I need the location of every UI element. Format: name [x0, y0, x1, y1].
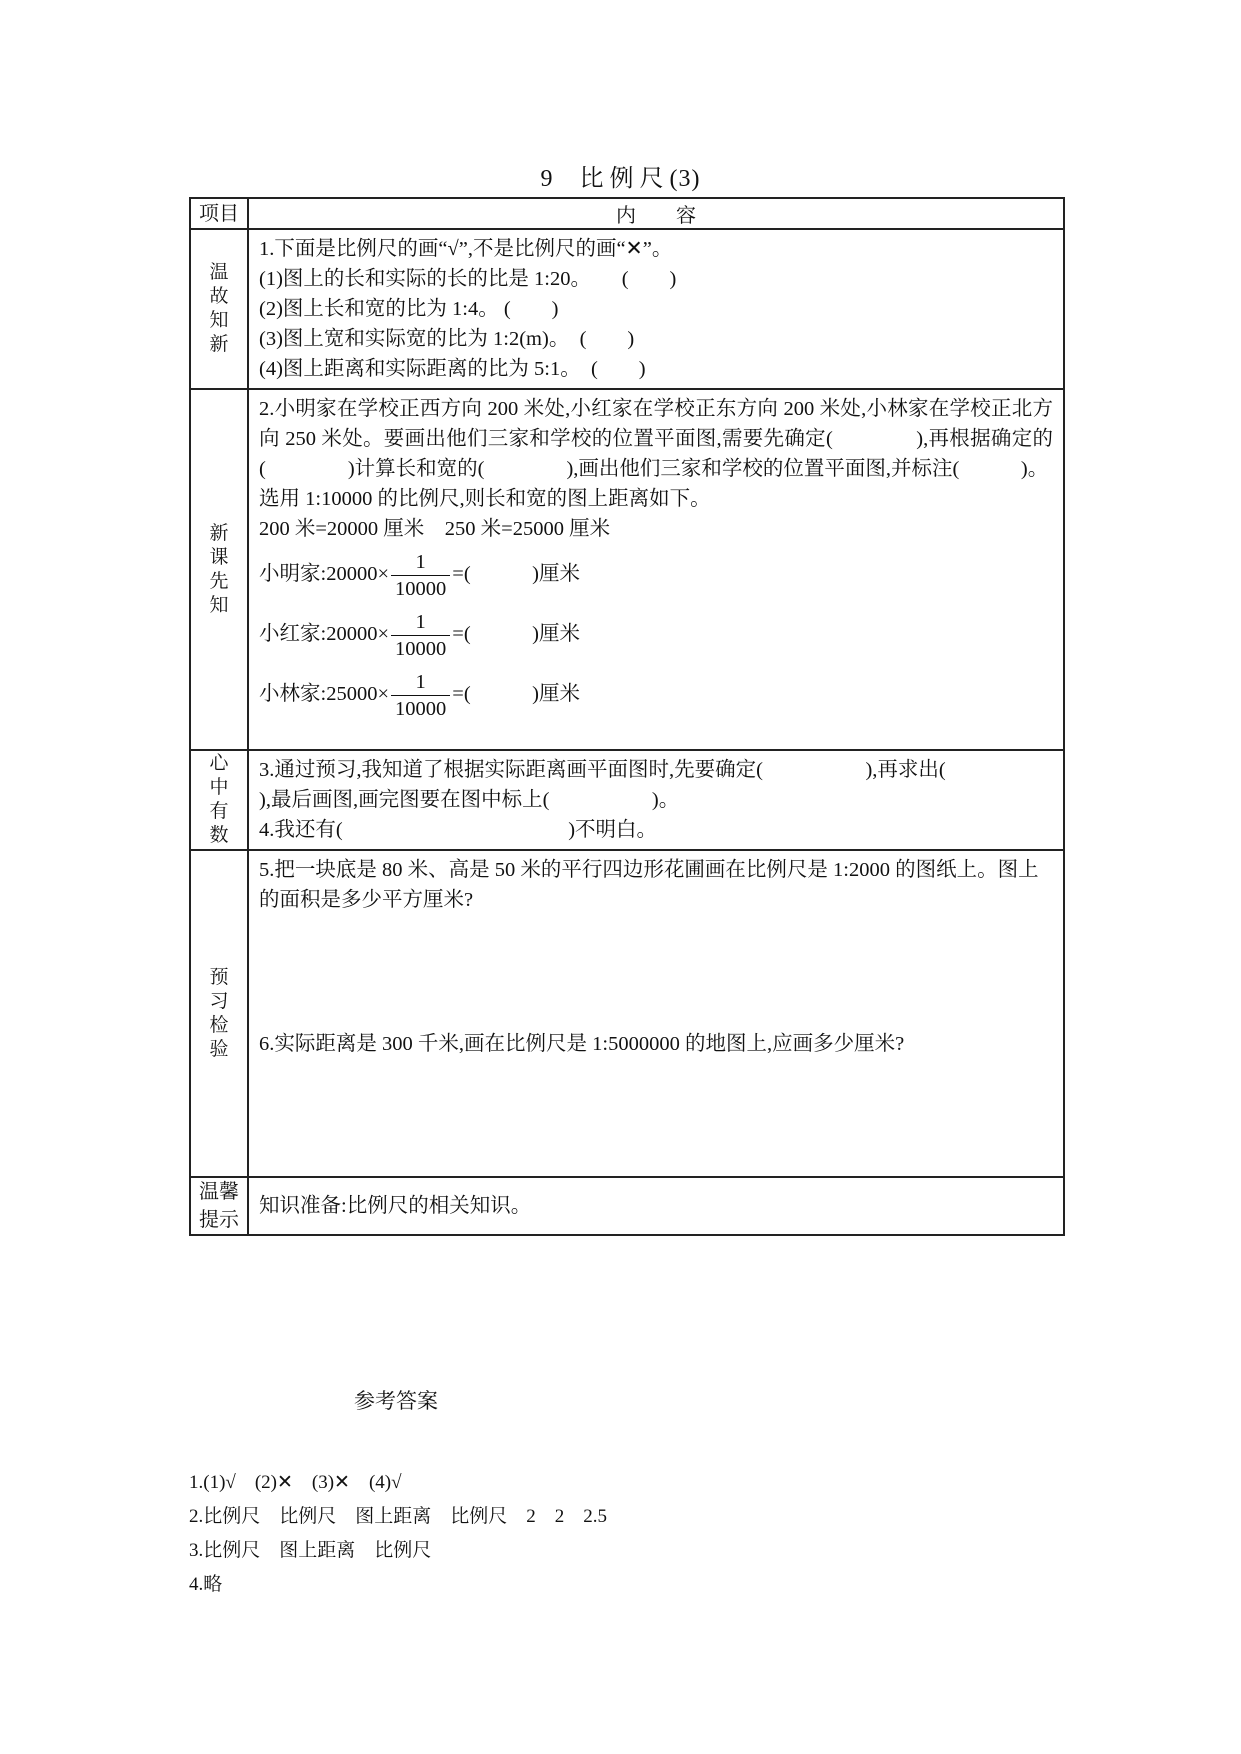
answer-3: 3.比例尺 图上距离 比例尺 [189, 1540, 432, 1561]
label-char: 先 [209, 570, 229, 592]
label-char: 课 [209, 546, 229, 568]
fraction-numerator: 1 [391, 549, 450, 576]
fraction [391, 549, 450, 602]
answer-2: 2.比例尺 比例尺 图上距离 比例尺 2 2 2.5 [189, 1506, 608, 1527]
question-2: 2.小明家在学校正西方向 200 米处,小红家在学校正东方向 200 米处,小林家在学校正北方向 250 米处。要画出他们三家和学校的位置平面图,需要先确定( ),再根据确定的( )计算长和宽的( ),画出他们三家和学校的位置平面图,并标注( )。 [259, 398, 1053, 480]
worksheet-table [189, 197, 1065, 1236]
content-review [248, 229, 1064, 389]
calc-prefix: 小红家:20000× [259, 623, 390, 645]
calc-prefix: 小明家:20000× [259, 563, 390, 585]
fraction-denominator: 10000 [395, 637, 447, 660]
question-1-3: (3)图上宽和实际宽的比为 1:2(m)。 ( ) [259, 328, 635, 350]
fraction [391, 609, 450, 662]
header-item-cell: 项目 [190, 198, 248, 229]
header-content-cell: 内 容 [248, 198, 1064, 229]
lesson-name: 比例尺 [579, 166, 670, 192]
question-3-line-1: 3.通过预习,我知道了根据实际距离画平面图时,先要确定( ),再求出( [259, 759, 946, 781]
row-review [190, 229, 1064, 389]
scale-choice: 选用 1:10000 的比例尺,则长和宽的图上距离如下。 [259, 488, 711, 510]
content-preview-check [248, 850, 1064, 1177]
label-char: 知 [209, 594, 229, 616]
calc-xiaoming [259, 544, 1053, 604]
question-1-2: (2)图上长和宽的比为 1:4。 ( ) [259, 298, 559, 320]
label-char: 数 [209, 825, 229, 846]
label-line: 提示 [199, 1209, 239, 1231]
question-5: 5.把一块底是 80 米、高是 50 米的平行四边形花圃画在比例尺是 1:2000 的图纸上。图上的面积是多少平方厘米? [259, 859, 1039, 911]
label-char: 检 [209, 1014, 229, 1036]
calc-suffix: =( )厘米 [452, 563, 580, 585]
label-char: 验 [209, 1038, 229, 1060]
question-6: 6.实际距离是 300 千米,画在比例尺是 1:5000000 的地图上,应画多少厘米? [259, 1033, 905, 1055]
row-summary [190, 750, 1064, 850]
label-line: 温馨 [199, 1181, 239, 1203]
answer-heading: 参考答案 [354, 1389, 438, 1413]
label-char: 知 [209, 310, 229, 331]
question-1-1: (1)图上的长和实际的长的比是 1:20。 ( ) [259, 268, 677, 290]
label-char: 心 [209, 753, 229, 774]
label-char: 中 [209, 777, 229, 798]
label-tip [190, 1177, 248, 1235]
calc-suffix: =( )厘米 [452, 683, 580, 705]
row-new-lesson [190, 389, 1064, 750]
label-summary [190, 750, 248, 850]
lesson-part: (3) [669, 166, 701, 192]
question-4: 4.我还有( )不明白。 [259, 819, 658, 841]
label-char: 新 [209, 334, 229, 355]
label-char: 新 [209, 522, 229, 544]
calc-suffix: =( )厘米 [452, 623, 580, 645]
label-char: 故 [209, 286, 229, 307]
label-char: 习 [209, 990, 229, 1012]
calc-prefix: 小林家:25000× [259, 683, 390, 705]
fraction-numerator: 1 [391, 609, 450, 636]
label-review [190, 229, 248, 389]
question-1-4: (4)图上距离和实际距离的比为 5:1。 ( ) [259, 358, 646, 380]
unit-conversion: 200 米=20000 厘米 250 米=25000 厘米 [259, 518, 611, 540]
label-char: 预 [209, 966, 229, 988]
row-preview-check [190, 850, 1064, 1177]
row-tip [190, 1177, 1064, 1235]
content-summary [248, 750, 1064, 850]
calc-xiaolin [259, 664, 1053, 724]
lesson-number: 9 [540, 166, 554, 192]
table-header-row [190, 198, 1064, 229]
question-1: 1.下面是比例尺的画“√”,不是比例尺的画“✕”。 [259, 238, 673, 260]
content-new-lesson [248, 389, 1064, 750]
label-char: 有 [209, 801, 229, 822]
fraction-denominator: 10000 [395, 577, 447, 600]
label-preview-check [190, 850, 248, 1177]
page-title [0, 158, 1241, 193]
label-new-lesson [190, 389, 248, 750]
fraction-denominator: 10000 [395, 697, 447, 720]
answer-4: 4.略 [189, 1574, 223, 1595]
fraction [391, 669, 450, 722]
label-char: 温 [209, 262, 229, 283]
fraction-numerator: 1 [391, 669, 450, 696]
answer-1: 1.(1)√ (2)✕ (3)✕ (4)√ [189, 1472, 402, 1493]
question-3-line-2: ),最后画图,画完图要在图中标上( )。 [259, 789, 680, 811]
content-tip: 知识准备:比例尺的相关知识。 [248, 1177, 1064, 1235]
calc-xiaohong [259, 604, 1053, 664]
